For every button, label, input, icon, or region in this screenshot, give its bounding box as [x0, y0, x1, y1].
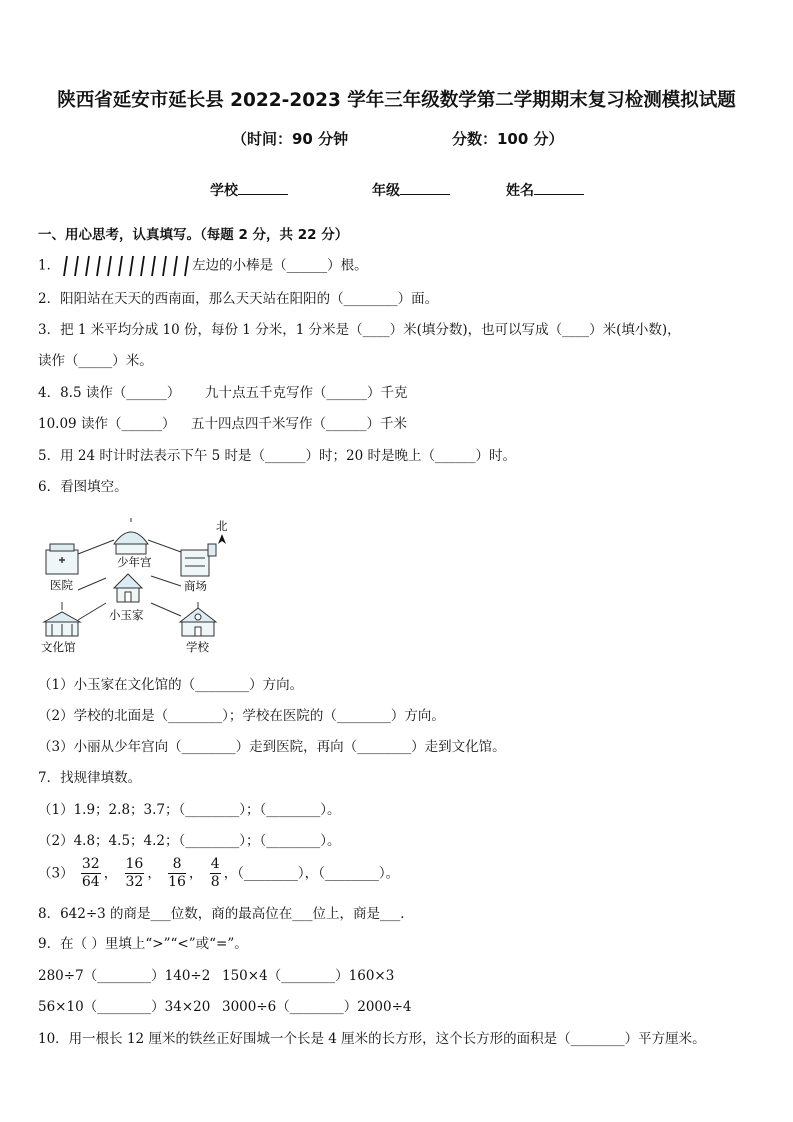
- direction-map: [36, 518, 236, 658]
- question-4a: 4．8.5 读作（______）: [38, 385, 181, 401]
- label-mall: 商场: [184, 579, 207, 593]
- question-9-row2-a: 56×10（________）34×20: [38, 999, 211, 1015]
- exam-score: 分数：100 分）: [452, 130, 564, 148]
- question-9-stem: 9．在（ ）里填上“>”“<”或“=”。: [38, 936, 248, 952]
- mall-icon: [181, 544, 216, 576]
- question-5: 5．用 24 时计时法表示下午 5 时是（______）时；20 时是晚上（______）时。: [38, 448, 516, 464]
- question-7-part-1: （1）1.9；2.8；3.7；（________）；（________）。: [38, 802, 341, 818]
- question-6-stem: 6．看图填空。: [38, 479, 128, 495]
- grade-blank: [400, 180, 450, 195]
- path-youth-mall: [148, 540, 181, 552]
- question-7-stem: 7．找规律填数。: [38, 770, 142, 786]
- sticks-figure: [62, 254, 190, 278]
- fraction-4: [210, 856, 221, 891]
- label-culture-hall: 文化馆: [41, 640, 76, 654]
- fraction-2-numerator: 16: [125, 856, 144, 872]
- label-youth-palace: 少年宫: [117, 555, 152, 569]
- question-7-part-2: （2）4.8；4.5；4.2；（________）；（________）。: [38, 833, 341, 849]
- question-4b: 九十点五千克写作（______）千克: [205, 385, 408, 401]
- path-hospital-youth: [78, 540, 114, 554]
- home-icon: [114, 574, 142, 602]
- name-blank: [534, 180, 584, 195]
- grade-field: [372, 180, 450, 200]
- name-label: 姓名: [506, 183, 534, 199]
- question-3-line-2: 读作（_____）米。: [38, 353, 153, 369]
- page-title: 陕西省延安市延长县 2022-2023 学年三年级数学第二学期期末复习检测模拟试题: [57, 90, 736, 111]
- question-6-part-1: （1）小玉家在文化馆的（________）方向。: [38, 677, 304, 693]
- school-blank: [238, 180, 288, 195]
- hospital-icon: [46, 544, 78, 574]
- label-school: 学校: [186, 640, 209, 654]
- fraction-3: [168, 856, 186, 891]
- question-4d: 五十四点四千米写作（______）千米: [191, 416, 407, 432]
- school-label: 学校: [210, 183, 238, 199]
- fraction-1-numerator: 32: [81, 856, 100, 872]
- youth-palace-icon: [114, 518, 148, 554]
- question-9-row2-b: 3000÷6（________）2000÷4: [222, 999, 412, 1015]
- question-2: 2．阳阳站在天天的西南面，那么天天站在阳阳的（________）面。: [38, 291, 439, 307]
- q1-number: 1．: [38, 257, 61, 274]
- label-north: 北: [216, 519, 228, 533]
- question-9-row1-a: 280÷7（________）140÷2: [38, 968, 211, 984]
- question-6-part-3: （3）小丽从少年宫向（________）走到医院，再向（________）走到文化馆。: [38, 739, 506, 755]
- label-home: 小玉家: [109, 608, 144, 622]
- question-6-part-2: （2）学校的北面是（________）；学校在医院的（________）方向。: [38, 708, 445, 724]
- fraction-4-denominator: 8: [210, 874, 220, 890]
- q7-p3-label: （3）: [38, 865, 74, 882]
- north-arrow-icon: [218, 534, 226, 544]
- question-8: 8．642÷3 的商是___位数，商的最高位在___位上，商是___．: [38, 906, 414, 922]
- fraction-4-numerator: 4: [210, 856, 220, 872]
- culture-hall-icon: [44, 612, 80, 636]
- question-1: [38, 254, 368, 278]
- question-3-line-1: 3．把 1 米平均分成 10 份，每份 1 分米，1 分米是（____）米(填分数)，也可以写成（____）米(填小数)，: [38, 322, 681, 338]
- fraction-3-numerator: 8: [168, 856, 186, 874]
- fraction-2: [125, 856, 145, 891]
- question-7-part-3: （3） $\frac{32}{64}$ ， $\frac{16}{32}$ ， $\frac{8}{16}$ ， $\frac{4}{8}$ ，（________），（________）。: [38, 856, 400, 890]
- exam-time: （时间：90 分钟: [232, 130, 349, 148]
- path-home-school: [151, 603, 181, 616]
- q1-text: 左边的小棒是（______）根。: [192, 257, 368, 274]
- fraction-1-denominator: 64: [81, 874, 100, 890]
- path-home-mall: [151, 576, 181, 586]
- question-10: 10．用一根长 12 厘米的铁丝正好围城一个长是 4 厘米的长方形，这个长方形的面积是（________）平方厘米。: [38, 1031, 706, 1047]
- question-4c: 10.09 读作（______）: [38, 416, 176, 432]
- label-hospital: 医院: [50, 578, 73, 592]
- fraction-2-denominator: 32: [125, 874, 144, 890]
- q7-p3-tail: ，（________），（________）。: [223, 865, 400, 882]
- section-heading: 一、用心思考，认真填写。（每题 2 分，共 22 分）: [38, 227, 349, 243]
- path-home-culture: [78, 603, 106, 620]
- grade-label: 年级: [372, 183, 400, 199]
- school-icon: [180, 608, 216, 636]
- name-field: [506, 180, 584, 200]
- question-9-row1-b: 150×4（________）160×3: [222, 968, 395, 984]
- fraction-3-denominator: 16: [168, 874, 186, 890]
- fraction-1: [81, 856, 101, 891]
- school-field: [210, 180, 288, 200]
- path-hospital-home: [78, 578, 106, 590]
